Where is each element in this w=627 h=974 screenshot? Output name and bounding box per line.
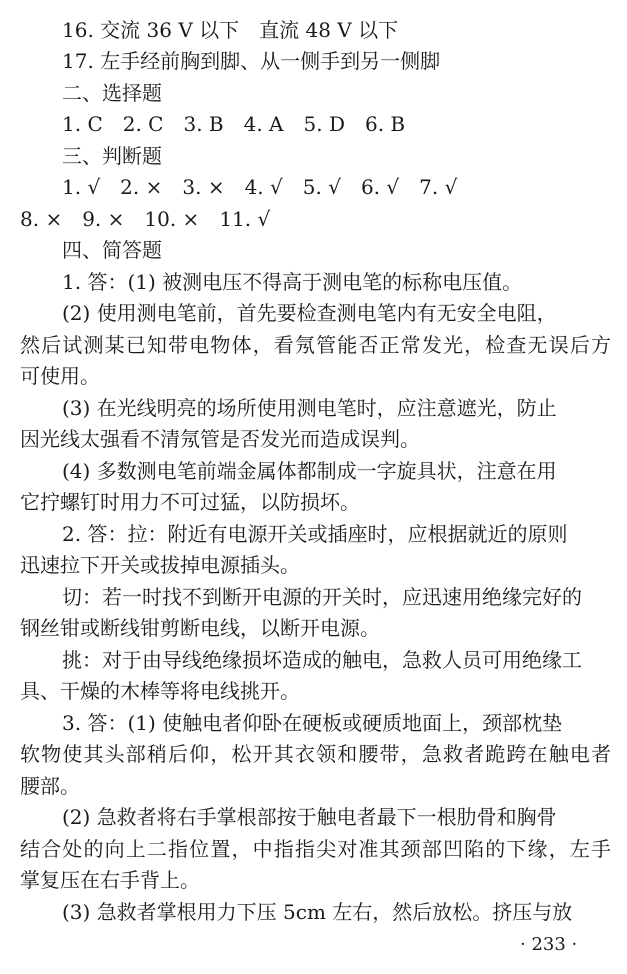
- answer-2-lift-line1: 挑：对于由导线绝缘损坏造成的触电，急救人员可用绝缘工: [62, 648, 582, 672]
- section-heading-short-answer: 四、简答题: [62, 238, 162, 262]
- answer-3-point-1-line3: 腰部。: [20, 774, 80, 798]
- answer-1-point-2-line3: 可使用。: [20, 364, 100, 388]
- answer-1-point-3-line2: 因光线太强看不清氖管是否发光而造成误判。: [20, 427, 420, 451]
- section-heading-judgement: 三、判断题: [62, 144, 162, 168]
- answer-1-point-4-line2: 它拧螺钉时用力不可过猛，以防损坏。: [20, 490, 360, 514]
- answer-line-17: 17. 左手经前胸到脚、从一侧手到另一侧脚: [62, 49, 441, 73]
- answer-3-point-3-line1: (3) 急救者掌根用力下压 5cm 左右，然后放松。挤压与放: [62, 900, 573, 924]
- answer-1-point-2-line2: 然后试测某已知带电物体，看氖管能否正常发光，检查无误后方: [20, 333, 611, 357]
- answer-2-lift-line2: 具、干燥的木棒等将电线挑开。: [20, 679, 300, 703]
- answer-3-point-2-line1: (2) 急救者将右手掌根部按于触电者最下一根肋骨和胸骨: [62, 805, 557, 829]
- answer-3-point-1-line1: 3. 答：(1) 使触电者仰卧在硬板或硬质地面上，颈部枕垫: [62, 711, 563, 735]
- answer-1-point-1: 1. 答：(1) 被测电压不得高于测电笔的标称电压值。: [62, 270, 523, 294]
- page-number: · 233 ·: [520, 934, 578, 955]
- choice-answers: 1. C 2. C 3. B 4. A 5. D 6. B: [62, 112, 406, 136]
- answer-line-16: 16. 交流 36 V 以下 直流 48 V 以下: [62, 18, 399, 42]
- answer-3-point-2-line3: 掌复压在右手背上。: [20, 868, 200, 892]
- answer-1-point-4-line1: (4) 多数测电笔前端金属体都制成一字旋具状，注意在用: [62, 459, 557, 483]
- answer-1-point-2-line1: (2) 使用测电笔前，首先要检查测电笔内有无安全电阻，: [62, 301, 557, 325]
- answer-2-pull-line1: 2. 答：拉：附近有电源开关或插座时，应根据就近的原则: [62, 522, 568, 546]
- answer-2-cut-line1: 切：若一时找不到断开电源的开关时，应迅速用绝缘完好的: [62, 585, 582, 609]
- answer-2-cut-line2: 钢丝钳或断线钳剪断电线，以断开电源。: [20, 616, 380, 640]
- answer-3-point-1-line2: 软物使其头部稍后仰，松开其衣领和腰带，急救者跪跨在触电者: [20, 742, 611, 766]
- judgement-answers-row1: 1. √ 2. × 3. × 4. √ 5. √ 6. √ 7. √: [62, 175, 458, 199]
- judgement-answers-row2: 8. × 9. × 10. × 11. √: [20, 207, 271, 231]
- answer-1-point-3-line1: (3) 在光线明亮的场所使用测电笔时，应注意遮光，防止: [62, 396, 557, 420]
- answer-2-pull-line2: 迅速拉下开关或拔掉电源插头。: [20, 553, 300, 577]
- answer-3-point-2-line2: 结合处的向上二指位置，中指指尖对准其颈部凹陷的下缘，左手: [20, 837, 611, 861]
- section-heading-choice: 二、选择题: [62, 81, 162, 105]
